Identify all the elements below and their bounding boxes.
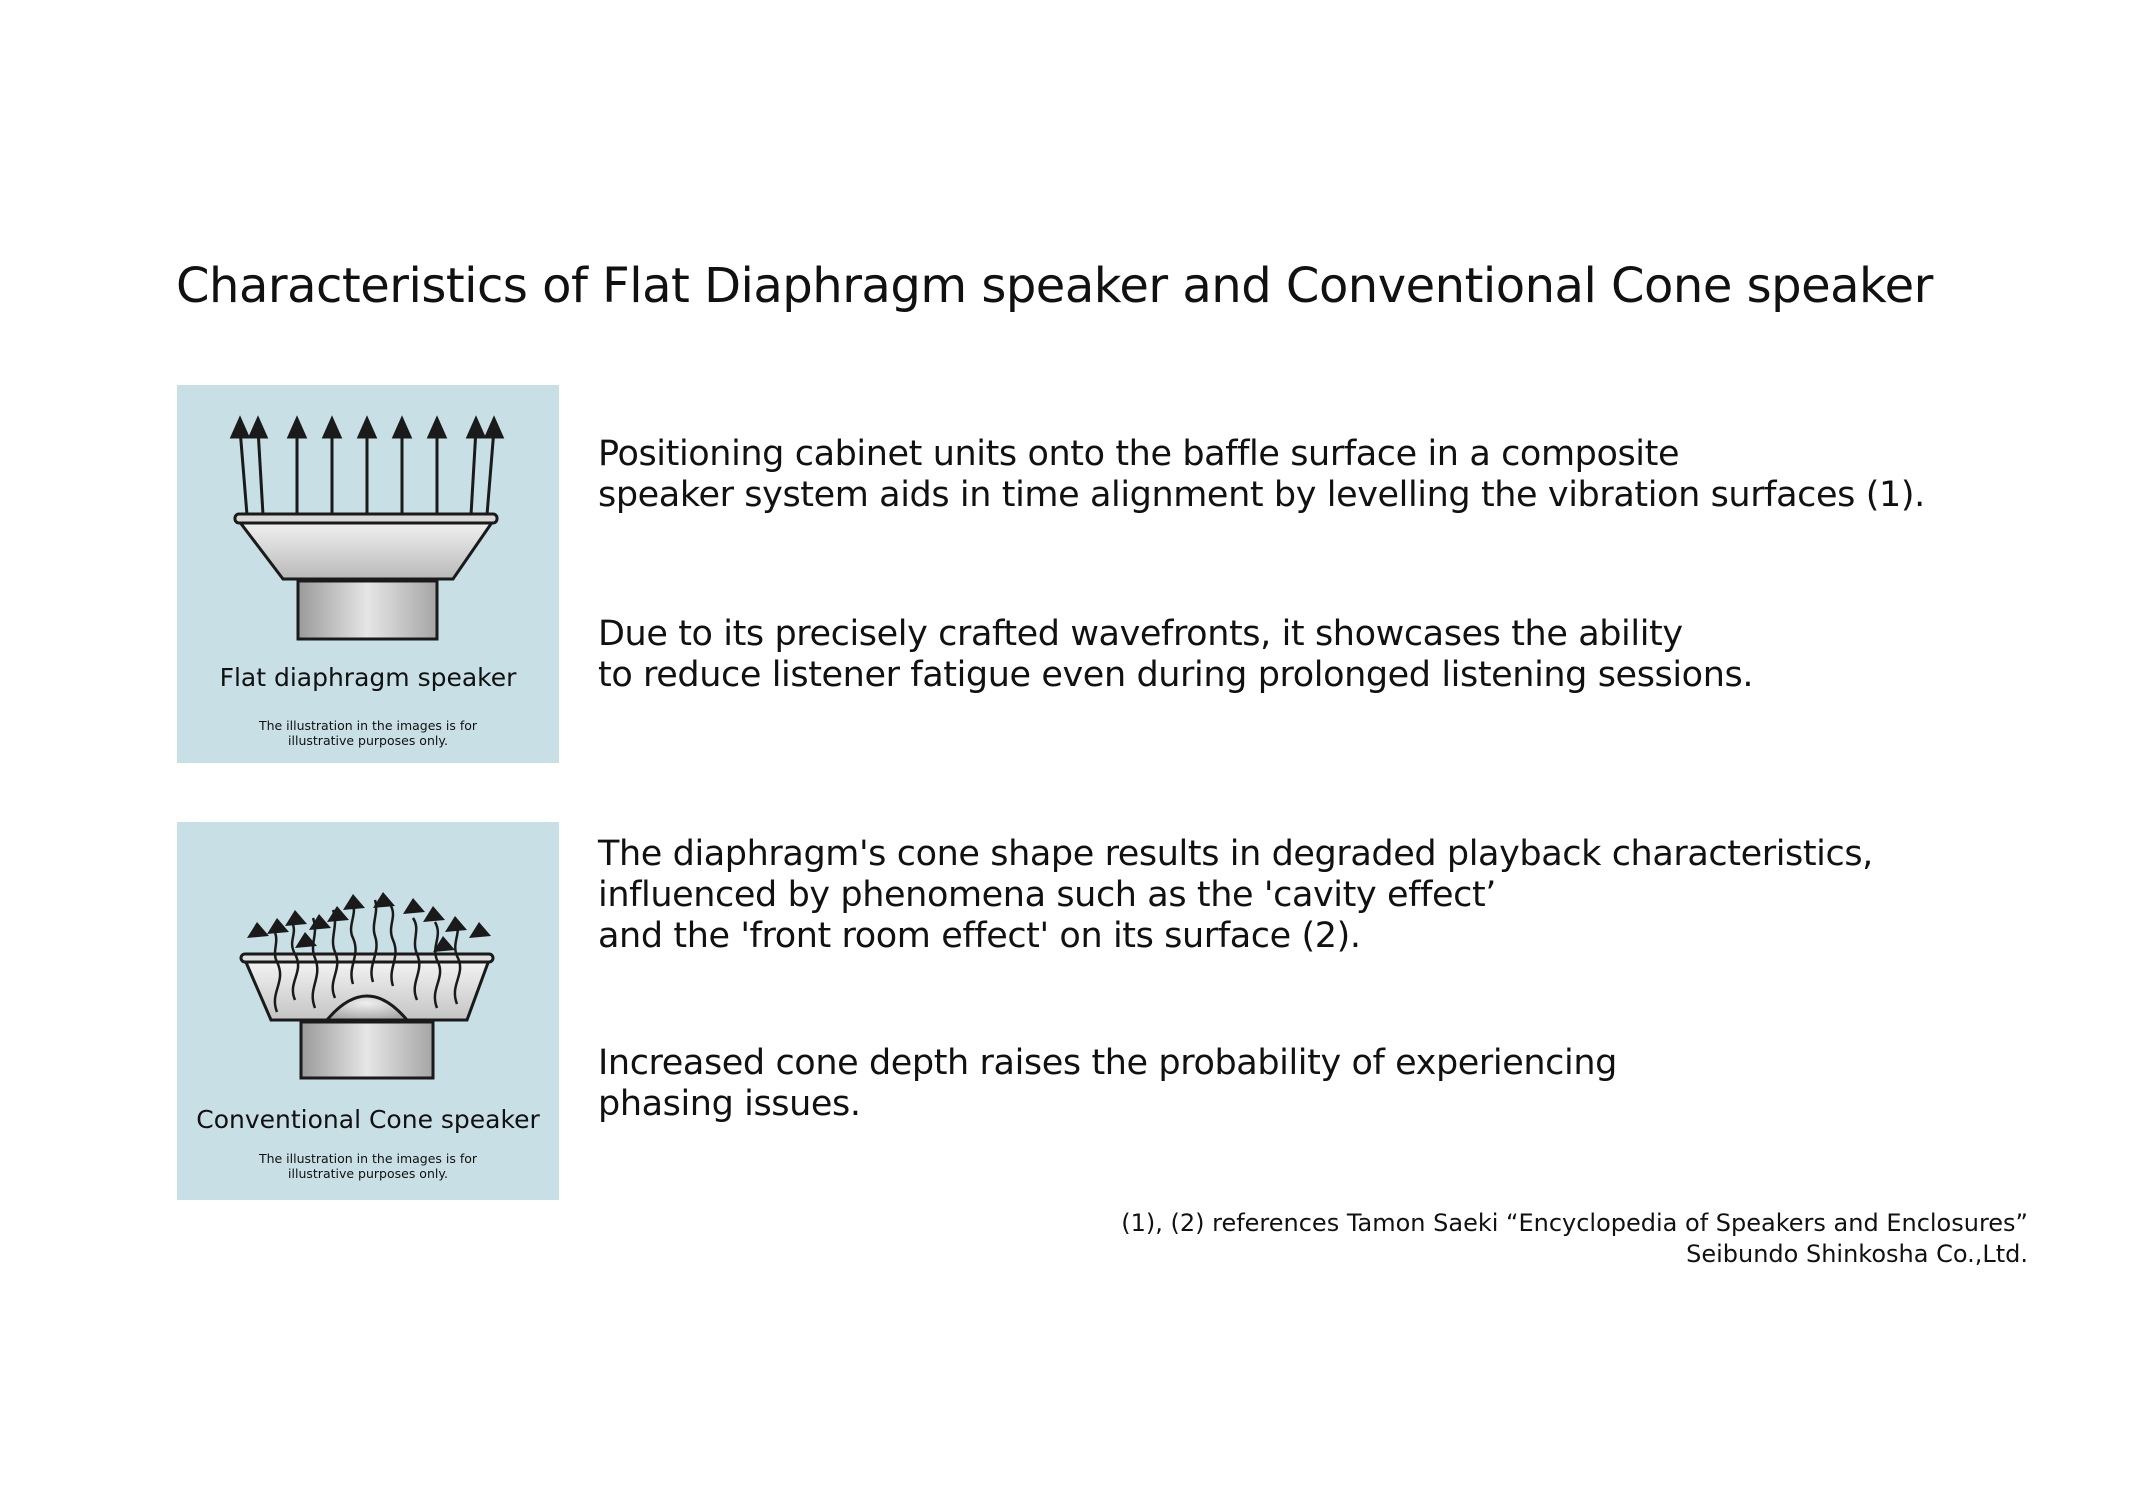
reference-note xyxy=(1121,1208,2028,1270)
paragraph-line: Increased cone depth raises the probability of experiencing xyxy=(598,1043,1617,1083)
cone-speaker-illustration-icon xyxy=(177,822,559,1102)
cone-paragraph-phasing xyxy=(598,1043,1617,1125)
reference-line: (1), (2) references Tamon Saeki “Encyclopedia of Speakers and Enclosures” xyxy=(1121,1209,2028,1237)
illustration-disclaimer xyxy=(177,1151,559,1181)
paragraph-line: influenced by phenomena such as the 'cavity effect’ xyxy=(598,875,1496,915)
paragraph-line: phasing issues. xyxy=(598,1084,861,1124)
paragraph-line: and the 'front room effect' on its surface (2). xyxy=(598,916,1361,956)
disclaimer-line: The illustration in the images is for xyxy=(258,1151,478,1166)
paragraph-line: to reduce listener fatigue even during prolonged listening sessions. xyxy=(598,655,1754,695)
disclaimer-line: illustrative purposes only. xyxy=(288,1166,448,1181)
flat-paragraph-listener-fatigue xyxy=(598,614,1753,696)
flat-paragraph-time-alignment xyxy=(598,434,1925,516)
paragraph-line: Due to its precisely crafted wavefronts, it showcases the ability xyxy=(598,614,1683,654)
page-title: Characteristics of Flat Diaphragm speaker and Conventional Cone speaker xyxy=(176,258,1933,314)
reference-line: Seibundo Shinkosha Co.,Ltd. xyxy=(1686,1240,2028,1268)
cone-paragraph-cavity-effect xyxy=(598,834,1873,957)
flat-diaphragm-card xyxy=(177,385,559,763)
paragraph-line: Positioning cabinet units onto the baffle surface in a composite xyxy=(598,434,1680,474)
illustration-disclaimer xyxy=(177,718,559,748)
cone-speaker-card xyxy=(177,822,559,1200)
flat-speaker-label: Flat diaphragm speaker xyxy=(219,663,517,692)
flat-diaphragm-speaker-illustration-icon xyxy=(177,385,559,665)
paragraph-line: The diaphragm's cone shape results in degraded playback characteristics, xyxy=(598,834,1873,874)
cone-speaker-label: Conventional Cone speaker xyxy=(196,1105,540,1134)
disclaimer-line: illustrative purposes only. xyxy=(288,733,448,748)
paragraph-line: speaker system aids in time alignment by levelling the vibration surfaces (1). xyxy=(598,475,1925,515)
disclaimer-line: The illustration in the images is for xyxy=(258,718,478,733)
